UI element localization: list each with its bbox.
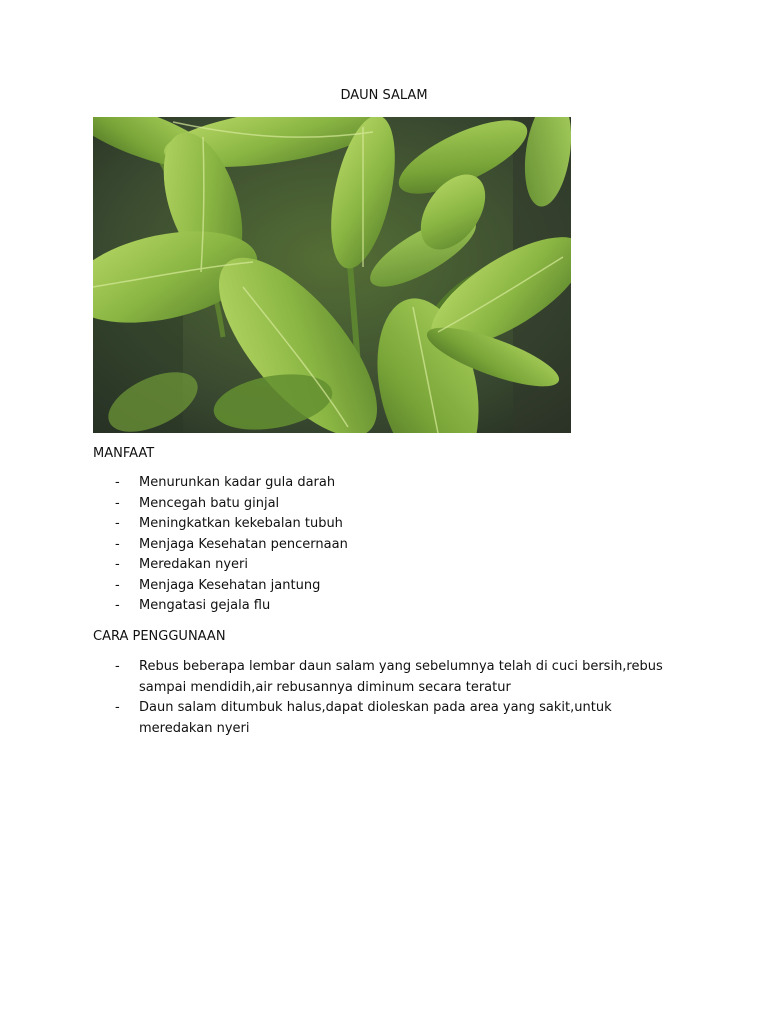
list-item-text: Daun salam ditumbuk halus,dapat dioleskan pada area yang sakit,untuk meredakan nyeri	[139, 700, 612, 736]
list-item-text: Rebus beberapa lembar daun salam yang sebelumnya telah di cuci bersih,rebus sampai mendidih,air rebusannya diminum secara teratur	[139, 659, 663, 695]
list-item	[93, 657, 683, 698]
usage-heading: CARA PENGGUNAAN	[93, 629, 226, 644]
benefits-heading: MANFAAT	[93, 446, 155, 461]
benefits-list	[93, 473, 683, 617]
document-title: DAUN SALAM	[340, 88, 428, 103]
bullet-dash: -	[115, 536, 120, 552]
bullet-dash: -	[115, 598, 120, 613]
bullet-dash: -	[115, 577, 120, 593]
bullet-dash: -	[115, 475, 120, 490]
list-item	[93, 698, 683, 739]
bullet-dash: -	[115, 495, 120, 511]
bullet-dash: -	[115, 659, 120, 674]
bullet-dash: -	[115, 557, 120, 572]
list-item	[93, 576, 683, 597]
list-item-text: Menjaga Kesehatan jantung	[139, 577, 321, 593]
list-item-text: Meningkatkan kekebalan tubuh	[139, 516, 343, 531]
list-item	[93, 535, 683, 556]
bay-leaf-photo	[93, 117, 571, 433]
list-item	[93, 494, 683, 515]
list-item-text: Meredakan nyeri	[139, 557, 249, 572]
list-item	[93, 473, 683, 494]
list-item	[93, 596, 683, 617]
list-item-text: Menjaga Kesehatan pencernaan	[139, 536, 348, 552]
list-item-text: Mencegah batu ginjal	[139, 495, 280, 511]
bullet-dash: -	[115, 700, 120, 715]
bullet-dash: -	[115, 516, 120, 531]
usage-list	[93, 657, 683, 739]
bay-leaf-illustration	[93, 117, 571, 433]
list-item-text: Menurunkan kadar gula darah	[139, 475, 336, 490]
list-item	[93, 555, 683, 576]
list-item-text: Mengatasi gejala flu	[139, 598, 271, 613]
list-item	[93, 514, 683, 535]
